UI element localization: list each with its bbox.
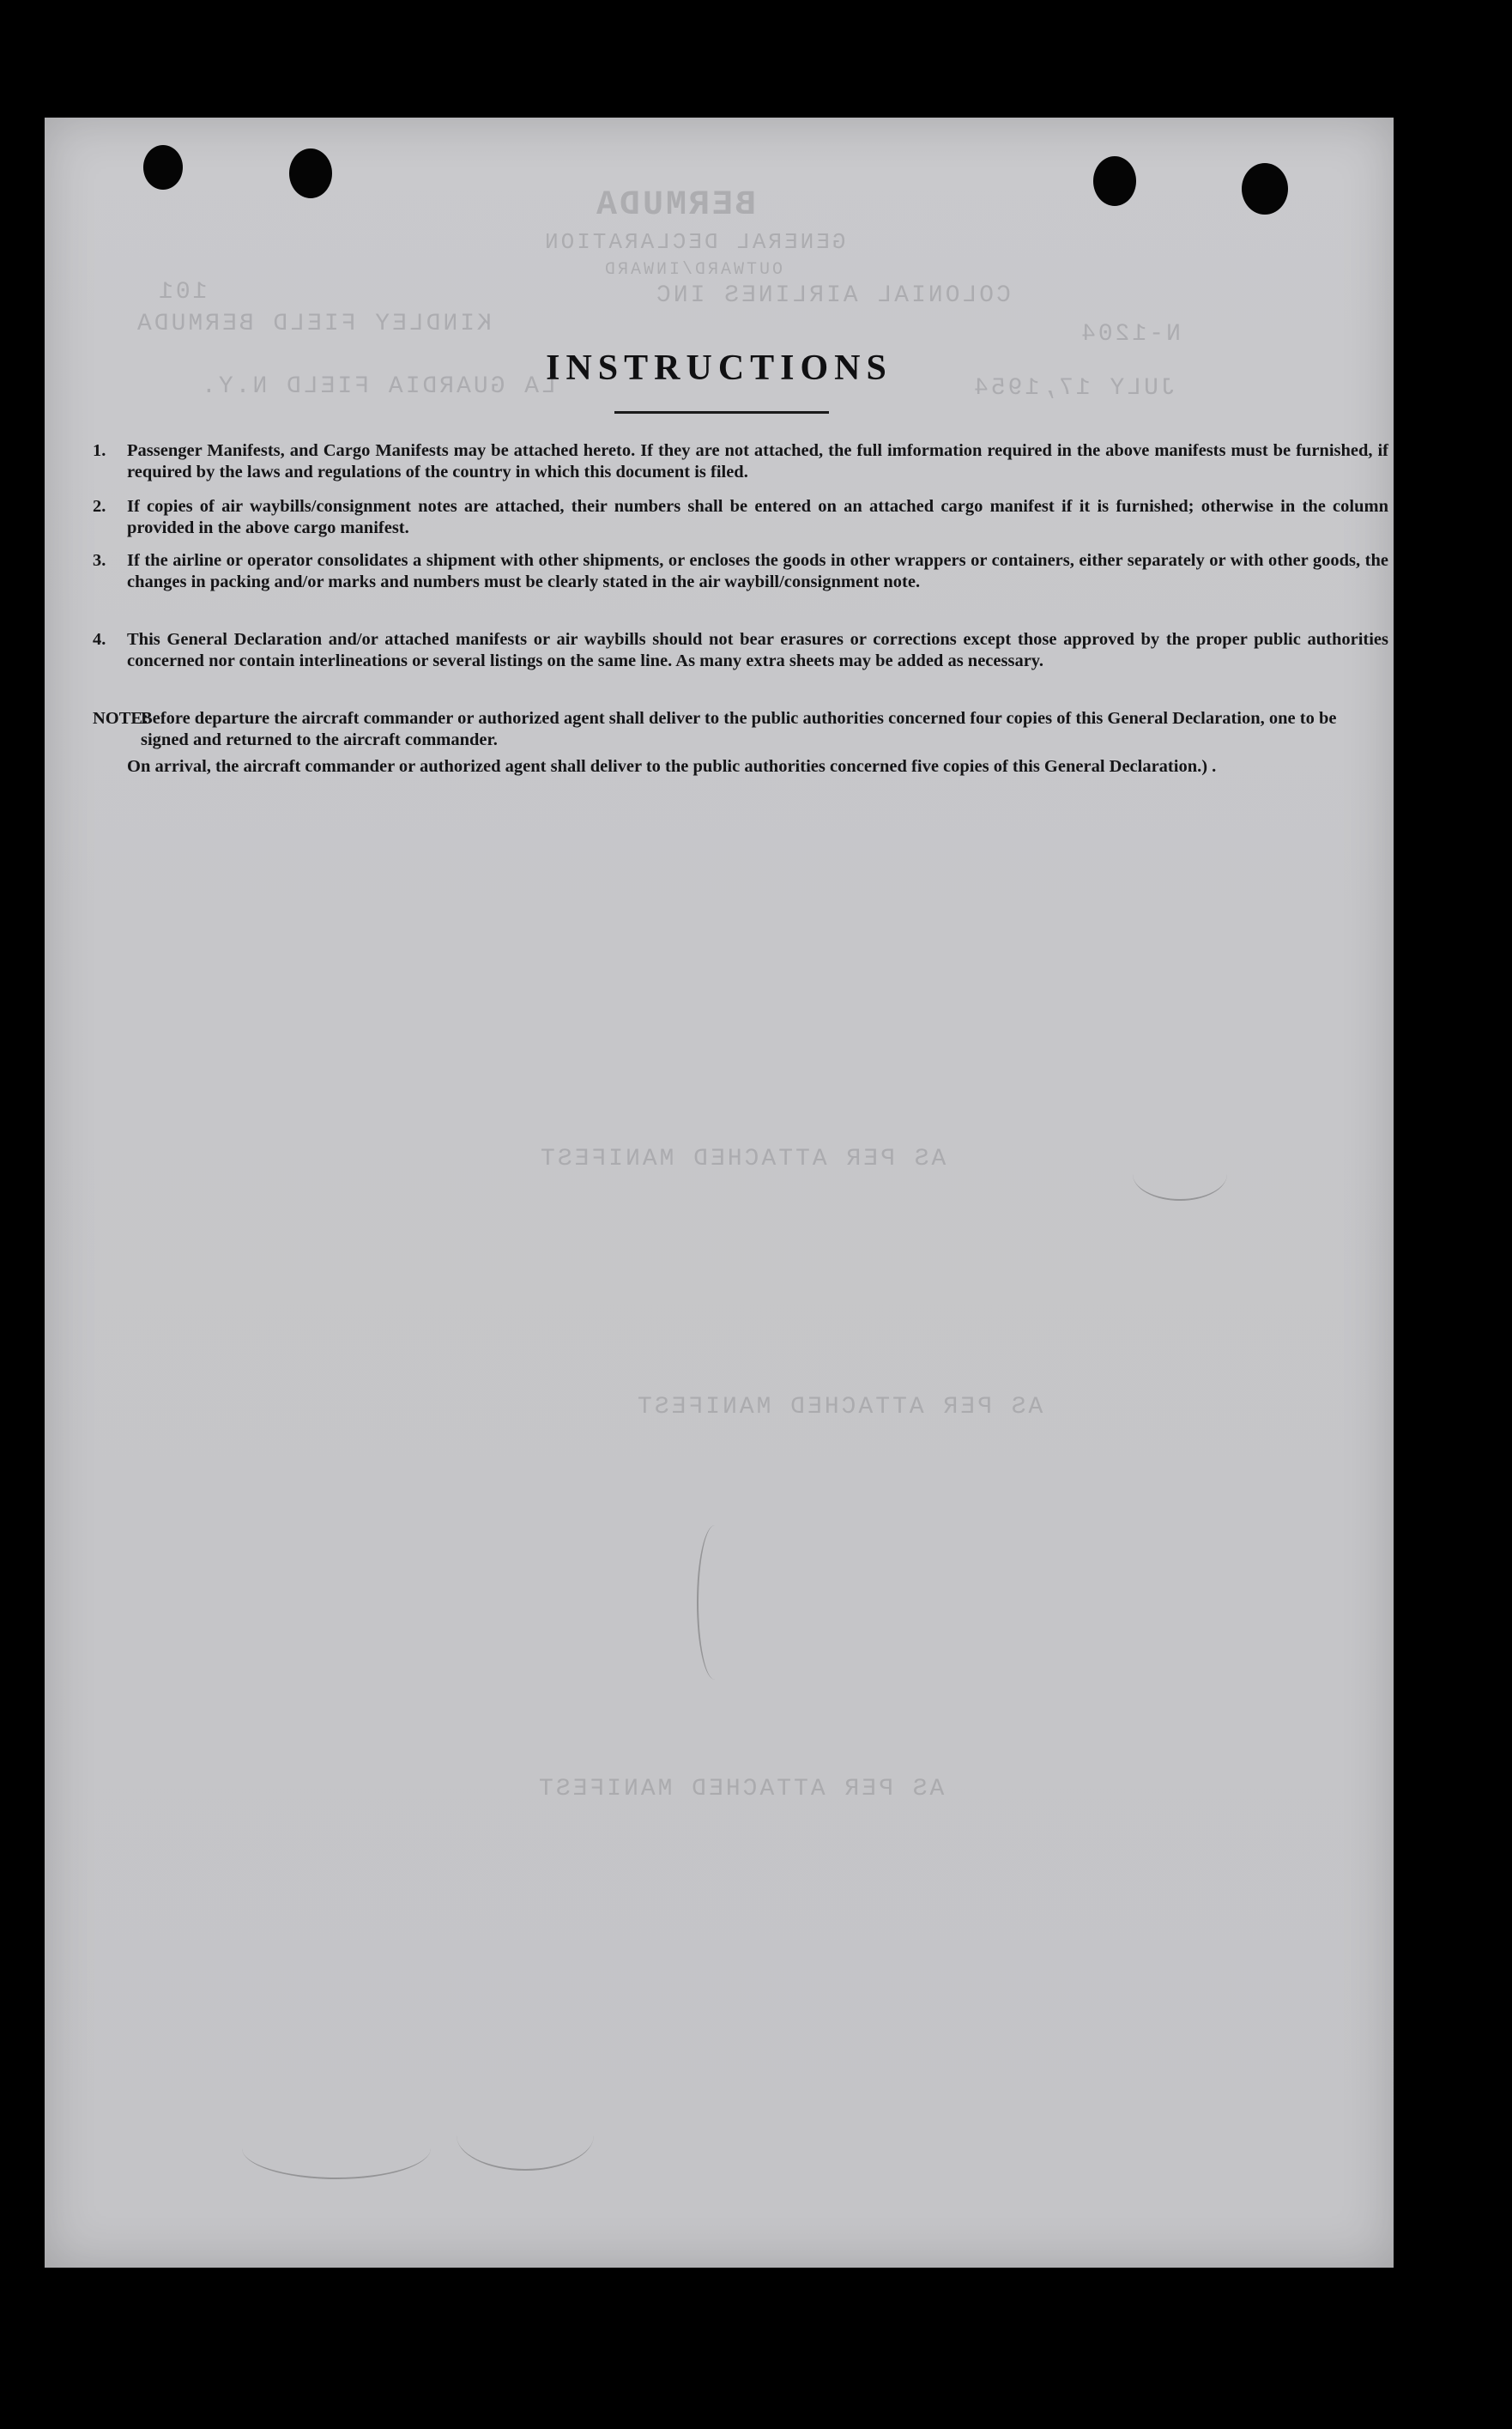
instruction-item — [93, 550, 1397, 617]
show-through-header: GENERAL DECLARATION — [542, 229, 846, 255]
note-label: NOTE: — [93, 709, 148, 728]
page-title: INSTRUCTIONS — [546, 348, 892, 388]
show-through-arrival: LA GUARDIA FIELD N.Y. — [199, 373, 556, 400]
show-through-header: BERMUDA — [594, 186, 757, 225]
document-page — [45, 118, 1394, 2268]
instruction-item — [93, 440, 1397, 485]
punch-hole — [1093, 156, 1136, 206]
signature-mark — [242, 2117, 431, 2179]
show-through-operator: COLONIAL AIRLINES INC — [654, 282, 1011, 309]
item-text: If copies of air waybills/consignment notes are attached, their numbers shall be entered on an attached cargo manifest if it is furnished; otherwise in the column provided in the above cargo manifest. — [127, 497, 1388, 537]
show-through-manifest: AS PER ATTACHED MANIFEST — [536, 1776, 945, 1802]
item-number: 2. — [93, 497, 106, 516]
punch-hole — [289, 148, 332, 198]
signature-mark — [457, 2100, 594, 2171]
note-text: On arrival, the aircraft commander or authorized agent shall deliver to the public authorities concerned five copies of this General Declaration.) . — [127, 757, 1217, 776]
item-text: If the airline or operator consolidates a shipment with other shipments, or encloses the goods in other wrappers or containers, either separately or with other goods, the changes in packing and/or marks and numbers must be clearly stated in the air waybill/consignment note. — [127, 551, 1388, 591]
show-through-header: OUTWARD/INWARD — [602, 260, 783, 280]
item-text: This General Declaration and/or attached manifests or air waybills should not bear erasures or corrections except those approved by the proper public authorities concerned nor contain interlineations or several listings on the same line. As many extra sheets may be added as necessary. — [127, 630, 1388, 670]
item-number: 1. — [93, 441, 106, 460]
item-number: 4. — [93, 630, 106, 649]
item-number: 3. — [93, 551, 106, 570]
show-through-flight: 101 — [156, 279, 208, 306]
show-through-registration: N-1204 — [1079, 321, 1181, 348]
instruction-item — [93, 496, 1397, 541]
instruction-item — [93, 629, 1397, 696]
item-text: Passenger Manifests, and Cargo Manifests may be attached hereto. If they are not attached, the full imformation required in the above manifests must be furnished, if required by the laws and regulations of the country in which this document is filed. — [127, 441, 1388, 482]
note-text: Before departure the aircraft commander or authorized agent shall deliver to the public authorities concerned four copies of this General Declaration, one to be signed and returned to the aircraft commander. — [141, 709, 1337, 749]
signature-mark — [697, 1525, 733, 1680]
show-through-departure: KINDLEY FIELD BERMUDA — [135, 311, 492, 337]
signature-mark — [1133, 1148, 1227, 1201]
punch-hole — [1242, 163, 1288, 215]
note-block — [93, 708, 1397, 803]
punch-hole — [143, 145, 183, 190]
title-underline — [614, 411, 829, 414]
show-through-manifest: AS PER ATTACHED MANIFEST — [538, 1146, 947, 1172]
show-through-date: JULY 17,1954 — [971, 375, 1176, 402]
show-through-manifest: AS PER ATTACHED MANIFEST — [635, 1394, 1043, 1420]
